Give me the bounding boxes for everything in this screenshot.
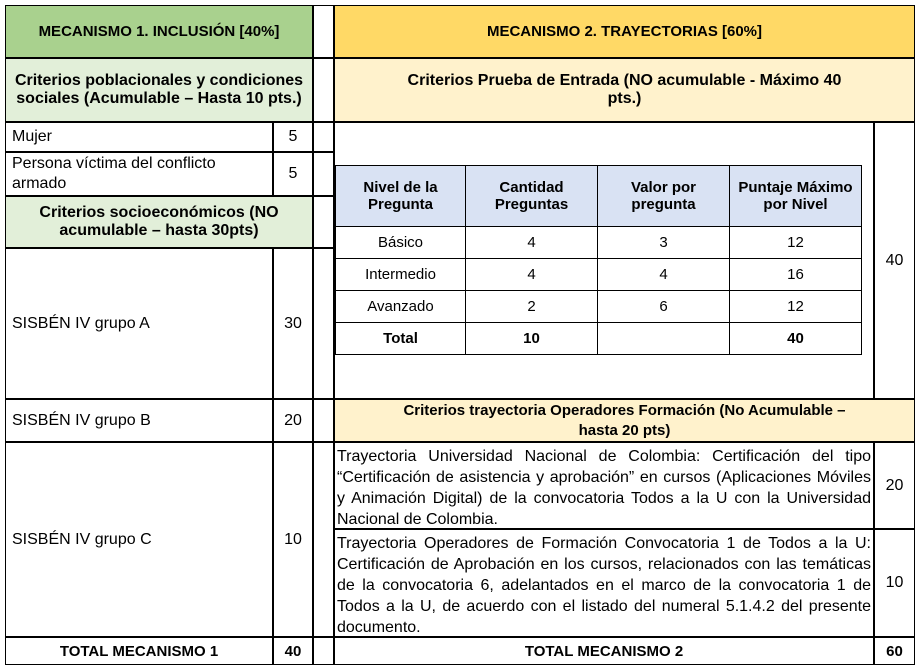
total-mecanismo-2-label: TOTAL MECANISMO 2 xyxy=(334,637,874,665)
criteria-value-sisben-c: 10 xyxy=(273,442,313,637)
criteria-label-sisben-b: SISBÉN IV grupo B xyxy=(5,399,273,442)
trayectoria-operadores-description: Trayectoria Operadores de Formación Convocatoria 1 de Todos a la U: Certificación de Aprobación en los cursos, relacionados con las temáticas de la convocatoria 6, adelantados en el marco de la convocatoria 1 de Todos a la U, de acuerdo con el listado del numeral 5.1.4.2 del presente documento. xyxy=(334,529,874,637)
table-header-cantidad: Cantidad Preguntas xyxy=(465,165,598,227)
mecanismo-1-title: MECANISMO 1. INCLUSIÓN [40%] xyxy=(5,5,313,58)
criteria-value-victima: 5 xyxy=(273,152,313,196)
trayectoria-operadores-value: 10 xyxy=(874,529,915,637)
table-header-valor: Valor por pregunta xyxy=(597,165,730,227)
table-cell: 6 xyxy=(597,290,730,323)
trayectoria-operadores-header: Criterios trayectoria Operadores Formación (No Acumulable – hasta 20 pts) xyxy=(334,399,915,442)
table-cell: 2 xyxy=(465,290,598,323)
table-cell: 16 xyxy=(729,258,862,291)
mecanismo-2-title: MECANISMO 2. TRAYECTORIAS [60%] xyxy=(334,5,915,58)
table-header-puntaje: Puntaje Máximo por Nivel xyxy=(729,165,862,227)
spacer-cell xyxy=(313,637,334,665)
spacer-cell xyxy=(313,248,334,399)
total-mecanismo-1-label: TOTAL MECANISMO 1 xyxy=(5,637,273,665)
table-cell: 3 xyxy=(597,226,730,259)
criteria-label-victima: Persona víctima del conflicto armado xyxy=(5,152,273,196)
table-cell: 4 xyxy=(465,226,598,259)
spacer-cell xyxy=(313,5,334,58)
spacer-cell xyxy=(313,122,334,152)
spacer-cell xyxy=(313,196,334,248)
table-cell: 12 xyxy=(729,226,862,259)
prueba-entrada-header: Criterios Prueba de Entrada (NO acumulable - Máximo 40 pts.) xyxy=(334,58,915,122)
table-cell: 12 xyxy=(729,290,862,323)
trayectoria-unal-description: Trayectoria Universidad Nacional de Colombia: Certificación del tipo “Certificación de asistencia y aprobación” en cursos (Aplicaciones Móviles y Animación Digital) de la convocatoria Todos a la U con la Universidad Nacional de Colombia. xyxy=(334,442,874,529)
criteria-label-mujer: Mujer xyxy=(5,122,273,152)
table-cell: Avanzado xyxy=(335,290,466,323)
criteria-value-sisben-a: 30 xyxy=(273,248,313,399)
poblacional-criteria-header: Criterios poblacionales y condiciones sociales (Acumulable – Hasta 10 pts.) xyxy=(5,58,313,122)
trayectoria-unal-value: 20 xyxy=(874,442,915,529)
criteria-value-sisben-b: 20 xyxy=(273,399,313,442)
scoring-table xyxy=(335,165,862,355)
socioeconomic-criteria-header: Criterios socioeconómicos (NO acumulable – hasta 30pts) xyxy=(5,196,313,248)
table-total-label: Total xyxy=(335,322,466,355)
table-cell: 4 xyxy=(597,258,730,291)
table-cell: Básico xyxy=(335,226,466,259)
spacer-cell xyxy=(313,399,334,442)
table-header-nivel: Nivel de la Pregunta xyxy=(335,165,466,227)
table-cell: Intermedio xyxy=(335,258,466,291)
criteria-label-sisben-c: SISBÉN IV grupo C xyxy=(5,442,273,637)
criteria-label-sisben-a: SISBÉN IV grupo A xyxy=(5,248,273,399)
table-cell: 4 xyxy=(465,258,598,291)
spacer-cell xyxy=(313,442,334,637)
spacer-cell xyxy=(313,152,334,196)
spacer-cell xyxy=(313,58,334,122)
prueba-entrada-value: 40 xyxy=(874,122,915,399)
total-mecanismo-2-value: 60 xyxy=(874,637,915,665)
table-total-cantidad: 10 xyxy=(465,322,598,355)
total-mecanismo-1-value: 40 xyxy=(273,637,313,665)
criteria-value-mujer: 5 xyxy=(273,122,313,152)
table-total-valor xyxy=(597,322,730,355)
table-total-puntaje: 40 xyxy=(729,322,862,355)
